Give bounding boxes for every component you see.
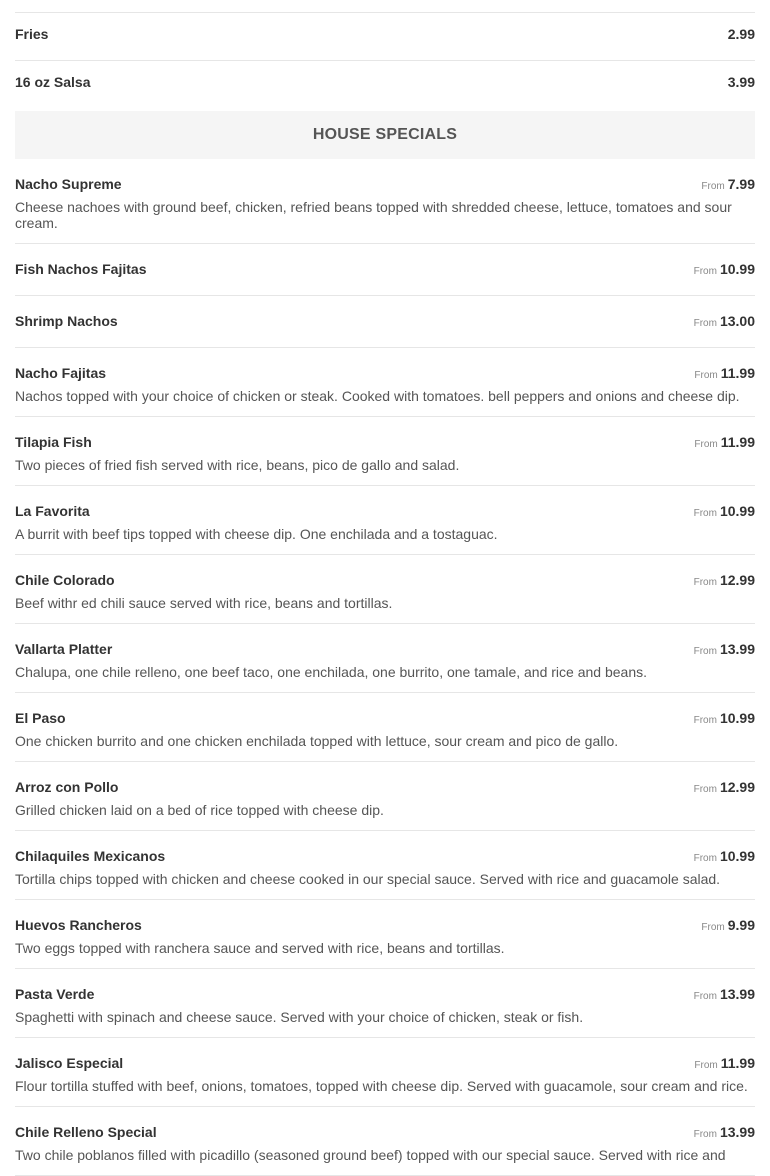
item-header: [15, 641, 755, 661]
item-price-group: [694, 1124, 755, 1142]
item-description: Two pieces of fried fish served with rice, beans, pico de gallo and salad.: [15, 457, 460, 473]
item-name: Vallarta Platter: [15, 641, 113, 657]
from-label: From: [693, 318, 717, 329]
item-description: Two chile poblanos filled with picadillo (seasoned ground beef) topped with our special sauce. Served with rice and: [15, 1147, 726, 1163]
item-description: Beef withr ed chili sauce served with rice, beans and tortillas.: [15, 595, 393, 611]
menu-item[interactable]: [15, 1107, 755, 1176]
item-description: Cheese nachoes with ground beef, chicken, refried beans topped with shredded cheese, lettuce, tomatoes and sour cream.: [15, 199, 732, 231]
item-price-group: [694, 261, 755, 279]
item-header: [15, 313, 755, 333]
item-name: 16 oz Salsa: [15, 74, 91, 90]
menu-item[interactable]: [15, 762, 755, 831]
item-header: [15, 503, 755, 523]
from-label: From: [694, 370, 718, 381]
from-label: From: [693, 577, 717, 588]
item-price: 13.99: [719, 1124, 755, 1140]
item-price-group: [694, 365, 755, 383]
item-header: [15, 1055, 755, 1075]
item-description: Flour tortilla stuffed with beef, onions, tomatoes, topped with cheese dip. Served with guacamole, sour cream and rice.: [15, 1078, 748, 1094]
menu-item[interactable]: [15, 969, 755, 1038]
item-header: [15, 176, 755, 196]
item-price-group: [694, 503, 755, 521]
item-description: One chicken burrito and one chicken enchilada topped with lettuce, sour cream and pico de gallo.: [15, 733, 619, 749]
menu-item[interactable]: [15, 296, 755, 348]
item-price-group: [694, 641, 755, 659]
menu-item[interactable]: [15, 624, 755, 693]
item-header: [15, 848, 755, 868]
from-label: From: [693, 1129, 717, 1140]
item-price: 7.99: [727, 176, 755, 192]
divider: [15, 0, 755, 13]
item-price: 13.00: [719, 313, 755, 329]
item-price-group: [694, 986, 755, 1004]
menu-item[interactable]: [15, 900, 755, 969]
from-label: From: [694, 1060, 718, 1071]
item-price: 13.99: [719, 986, 755, 1002]
item-price: 11.99: [720, 434, 755, 450]
item-description: Nachos topped with your choice of chicken or steak. Cooked with tomatoes. bell peppers and onions and cheese dip.: [15, 388, 740, 404]
from-label: From: [701, 181, 725, 192]
item-price-group: [694, 572, 755, 590]
item-price: 2.99: [727, 26, 755, 42]
item-name: Chile Relleno Special: [15, 1124, 157, 1140]
item-description: A burrit with beef tips topped with cheese dip. One enchilada and a tostaguac.: [15, 526, 498, 542]
item-price-group: [701, 176, 755, 194]
menu-item-salsa[interactable]: [15, 61, 755, 111]
menu-item[interactable]: [15, 348, 755, 417]
item-name: Shrimp Nachos: [15, 313, 118, 329]
item-header: [15, 779, 755, 799]
from-label: From: [701, 922, 725, 933]
item-price: 10.99: [719, 261, 755, 277]
from-label: From: [693, 784, 717, 795]
item-name: Fries: [15, 26, 49, 42]
item-price: 11.99: [720, 1055, 755, 1071]
from-label: From: [693, 991, 717, 1002]
item-description: Tortilla chips topped with chicken and cheese cooked in our special sauce. Served with rice and guacamole salad.: [15, 871, 721, 887]
item-name: Chile Colorado: [15, 572, 115, 588]
menu-item[interactable]: [15, 159, 755, 244]
item-price-group: [701, 917, 755, 935]
from-label: From: [693, 646, 717, 657]
item-header: [15, 710, 755, 730]
section-header-house-specials: HOUSE SPECIALS: [15, 111, 755, 159]
item-name: Pasta Verde: [15, 986, 95, 1002]
item-price: 10.99: [719, 503, 755, 519]
item-description: Spaghetti with spinach and cheese sauce. Served with your choice of chicken, steak or fish.: [15, 1009, 584, 1025]
item-name: Tilapia Fish: [15, 434, 92, 450]
item-name: Nacho Fajitas: [15, 365, 107, 381]
from-label: From: [693, 853, 717, 864]
item-name: Fish Nachos Fajitas: [15, 261, 147, 277]
item-price-group: [694, 1055, 755, 1073]
item-header: [15, 261, 755, 281]
menu-item[interactable]: [15, 417, 755, 486]
item-name: El Paso: [15, 710, 66, 726]
item-price-group: [694, 313, 755, 331]
item-price-group: [694, 434, 755, 452]
item-price-group: [694, 848, 755, 866]
menu-item[interactable]: [15, 486, 755, 555]
item-header: [15, 1124, 755, 1144]
item-price: 3.99: [727, 74, 755, 90]
item-price: 13.99: [719, 641, 755, 657]
from-label: From: [693, 508, 717, 519]
item-price: 9.99: [727, 917, 755, 933]
menu-item[interactable]: [15, 831, 755, 900]
item-name: La Favorita: [15, 503, 90, 519]
from-label: From: [693, 266, 717, 277]
menu-item[interactable]: [15, 1038, 755, 1107]
item-name: Nacho Supreme: [15, 176, 122, 192]
menu-item[interactable]: [15, 555, 755, 624]
from-label: From: [693, 715, 717, 726]
from-label: From: [694, 439, 718, 450]
item-header: [15, 917, 755, 937]
item-price: 12.99: [719, 779, 755, 795]
item-description: Chalupa, one chile relleno, one beef taco, one enchilada, one burrito, one tamale, and rice and beans.: [15, 664, 647, 680]
item-header: [15, 434, 755, 454]
item-price-group: [694, 779, 755, 797]
item-name: Jalisco Especial: [15, 1055, 124, 1071]
menu-item-fries[interactable]: [15, 13, 755, 61]
item-price: 10.99: [719, 848, 755, 864]
item-price: 12.99: [719, 572, 755, 588]
item-header: [15, 365, 755, 385]
item-price-group: [694, 710, 755, 728]
menu-item[interactable]: [15, 693, 755, 762]
item-price: 10.99: [719, 710, 755, 726]
menu-list: [15, 0, 755, 1176]
item-name: Huevos Rancheros: [15, 917, 142, 933]
item-price: 11.99: [720, 365, 755, 381]
item-name: Chilaquiles Mexicanos: [15, 848, 166, 864]
item-header: [15, 572, 755, 592]
item-description: Grilled chicken laid on a bed of rice topped with cheese dip.: [15, 802, 384, 818]
item-header: [15, 986, 755, 1006]
menu-item[interactable]: [15, 244, 755, 296]
house-specials-list: [15, 159, 755, 1176]
item-name: Arroz con Pollo: [15, 779, 119, 795]
item-description: Two eggs topped with ranchera sauce and served with rice, beans and tortillas.: [15, 940, 505, 956]
